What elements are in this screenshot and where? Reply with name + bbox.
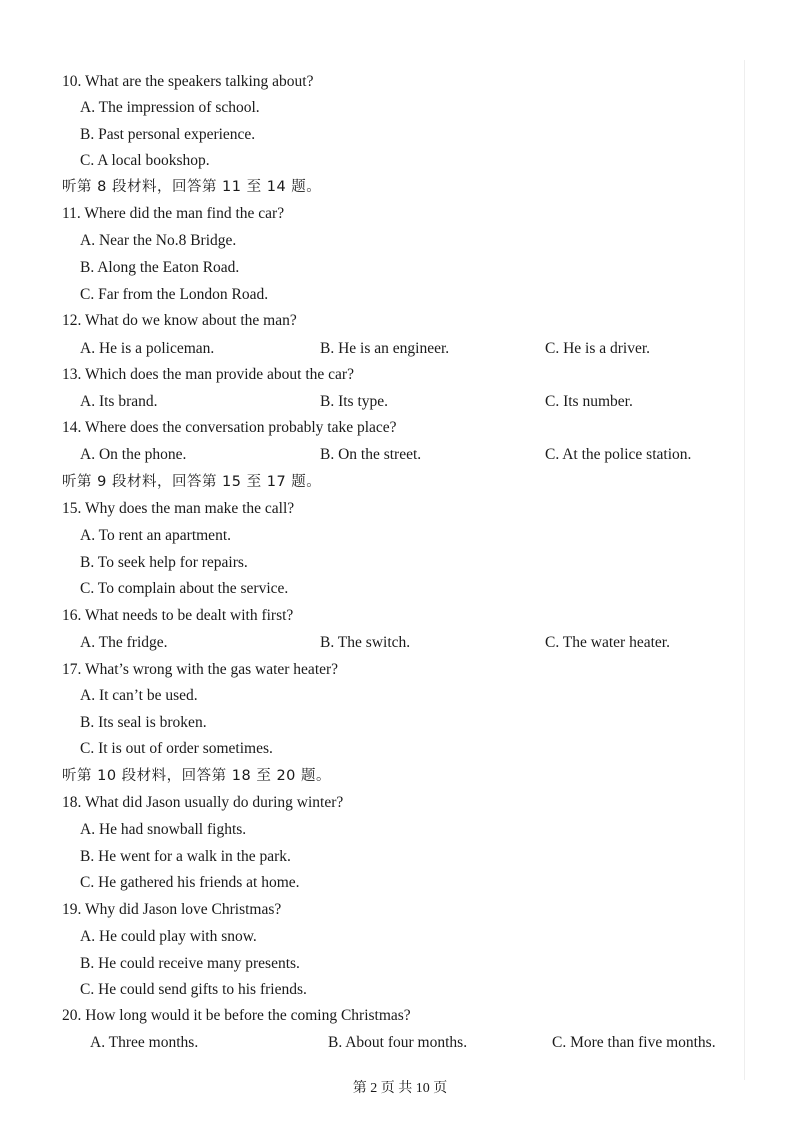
q17-option-c: C. It is out of order sometimes.	[80, 740, 273, 757]
q12-option-a: A. He is a policeman.	[80, 340, 215, 357]
q15-option-b: B. To seek help for repairs.	[80, 554, 248, 571]
q20-option-c: C. More than five months.	[552, 1034, 716, 1051]
question-13: 13. Which does the man provide about the car?	[62, 366, 354, 383]
q12-option-c: C. He is a driver.	[545, 340, 651, 357]
question-18: 18. What did Jason usually do during winter?	[62, 794, 344, 811]
q17-option-b: B. Its seal is broken.	[80, 714, 207, 731]
q12-option-b: B. He is an engineer.	[320, 340, 450, 357]
q11-option-c: C. Far from the London Road.	[80, 286, 269, 303]
question-15: 15. Why does the man make the call?	[62, 500, 295, 517]
question-10: 10. What are the speakers talking about?	[62, 73, 314, 90]
q16-option-a: A. The fridge.	[80, 634, 168, 651]
section-9-instruction: 听第 9 段材料，回答第 15 至 17 题。	[62, 474, 322, 490]
q19-option-a: A. He could play with snow.	[80, 928, 257, 945]
q19-option-c: C. He could send gifts to his friends.	[80, 981, 307, 998]
q18-option-b: B. He went for a walk in the park.	[80, 848, 291, 865]
q15-option-a: A. To rent an apartment.	[80, 527, 231, 544]
q13-option-b: B. Its type.	[320, 393, 389, 410]
q18-option-c: C. He gathered his friends at home.	[80, 874, 300, 891]
q13-option-a: A. Its brand.	[80, 393, 158, 410]
q11-option-a: A. Near the No.8 Bridge.	[80, 232, 237, 249]
q16-option-b: B. The switch.	[320, 634, 411, 651]
q14-option-b: B. On the street.	[320, 446, 422, 463]
q17-option-a: A. It can’t be used.	[80, 687, 198, 704]
section-10-instruction: 听第 10 段材料，回答第 18 至 20 题。	[62, 768, 332, 784]
question-19: 19. Why did Jason love Christmas?	[62, 901, 282, 918]
q10-option-b: B. Past personal experience.	[80, 126, 256, 143]
question-12: 12. What do we know about the man?	[62, 312, 297, 329]
q19-option-b: B. He could receive many presents.	[80, 955, 300, 972]
q10-option-c: C. A local bookshop.	[80, 152, 210, 169]
q15-option-c: C. To complain about the service.	[80, 580, 289, 597]
q11-option-b: B. Along the Eaton Road.	[80, 259, 240, 276]
q14-option-a: A. On the phone.	[80, 446, 187, 463]
q13-option-c: C. Its number.	[545, 393, 633, 410]
q14-option-c: C. At the police station.	[545, 446, 692, 463]
scan-edge-line	[744, 60, 745, 1080]
question-20: 20. How long would it be before the coming Christmas?	[62, 1007, 411, 1024]
q18-option-a: A. He had snowball fights.	[80, 821, 247, 838]
q16-option-c: C. The water heater.	[545, 634, 670, 651]
section-8-instruction: 听第 8 段材料，回答第 11 至 14 题。	[62, 179, 322, 195]
q10-option-a: A. The impression of school.	[80, 99, 260, 116]
question-16: 16. What needs to be dealt with first?	[62, 607, 294, 624]
question-17: 17. What’s wrong with the gas water heater?	[62, 661, 339, 678]
question-11: 11. Where did the man find the car?	[62, 205, 285, 222]
question-14: 14. Where does the conversation probably take place?	[62, 419, 397, 436]
q20-option-a: A. Three months.	[90, 1034, 199, 1051]
page-number-footer: 第 2 页 共 10 页	[352, 1081, 448, 1096]
q20-option-b: B. About four months.	[328, 1034, 468, 1051]
